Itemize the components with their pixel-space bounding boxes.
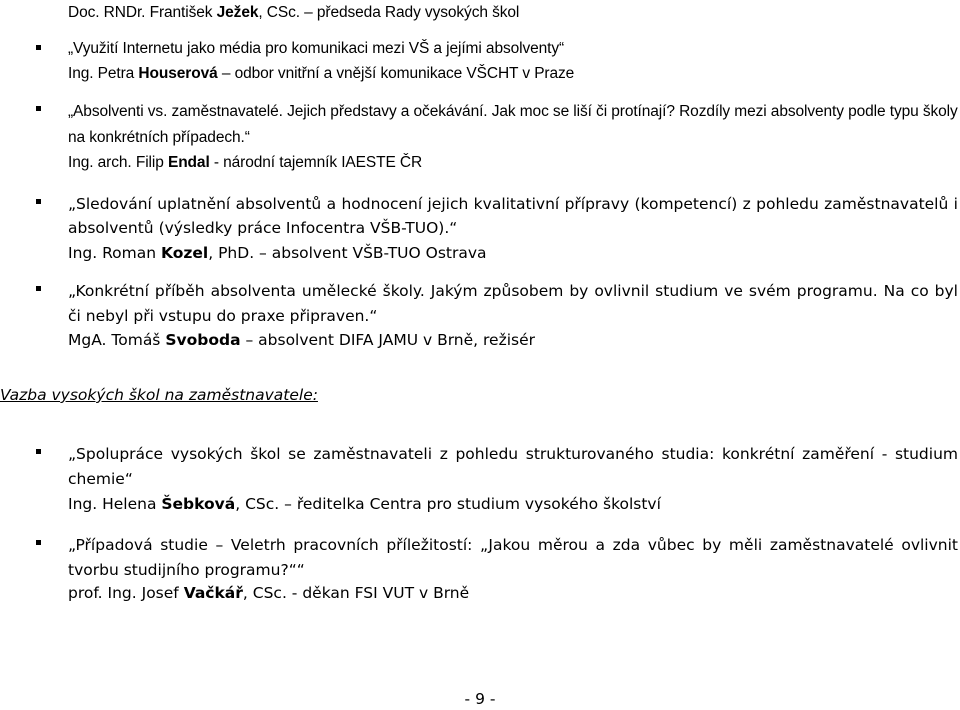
talk-topic: „Využití Internetu jako média pro komunikaci mezi VŠ a jejími absolventy“ [68, 40, 565, 57]
speaker-prefix: Ing. Petra [68, 65, 139, 82]
speaker-line-sebkova [68, 493, 661, 515]
page-number: - 9 - [464, 690, 496, 708]
talk-topic: „Spolupráce vysokých škol se zaměstnavateli z pohledu strukturovaného studia: konkrétní zaměření - studium chemie“ [68, 445, 958, 488]
speaker-surname: Endal [167, 154, 210, 171]
speaker-line-houserova [68, 63, 574, 85]
speaker-line-kozel [68, 242, 487, 264]
bullet-icon [36, 199, 41, 204]
speaker-surname: Šebková [161, 495, 236, 513]
talk-topic: „Konkrétní příběh absolventa umělecké školy. Jakým způsobem by ovlivnil studium ve svém programu. Na co byl či nebyl při vstupu do praxe připraven.“ [68, 282, 958, 325]
speaker-line-vackar [68, 582, 469, 604]
speaker-role: , CSc. – předseda Rady vysokých škol [258, 4, 520, 21]
speaker-prefix: prof. Ing. Josef [68, 584, 184, 602]
speaker-surname: Houserová [138, 65, 218, 82]
talk-topic: „Sledování uplatnění absolventů a hodnocení jejich kvalitativní přípravy (kompetencí) z pohledu zaměstnavatelů i absolventů (výsledky práce Infocentra VŠB-TUO).“ [68, 195, 958, 237]
speaker-surname: Vačkář [183, 584, 243, 602]
speaker-line-svoboda [68, 329, 535, 351]
bullet-icon [36, 540, 41, 545]
bullet-icon [36, 45, 41, 50]
speaker-prefix: MgA. Tomáš [68, 331, 166, 349]
bullet-icon [36, 286, 41, 291]
speaker-role: , CSc. – ředitelka Centra pro studium vysokého školství [235, 495, 661, 513]
bullet-icon [36, 106, 41, 111]
speaker-surname: Svoboda [165, 331, 241, 349]
speaker-role: , PhD. – absolvent VŠB-TUO Ostrava [208, 244, 487, 262]
speaker-line-endal [68, 152, 422, 174]
speaker-prefix: Ing. Roman [68, 244, 161, 262]
speaker-prefix: Doc. RNDr. František [68, 4, 217, 21]
speaker-prefix: Ing. arch. Filip [68, 154, 168, 171]
speaker-role: , CSc. - děkan FSI VUT v Brně [242, 584, 470, 602]
speaker-surname: Kozel [161, 244, 209, 262]
speaker-role: - národní tajemník IAESTE ČR [209, 154, 423, 171]
speaker-role: – absolvent DIFA JAMU v Brně, režisér [240, 331, 536, 349]
bullet-icon [36, 449, 41, 454]
talk-topic: „Případová studie – Veletrh pracovních příležitostí: „Jakou měrou a zda vůbec by měli zaměstnavatelé ovlivnit tvorbu studijního programu?““ [68, 536, 958, 579]
section-title: Vazba vysokých škol na zaměstnavatele: [0, 386, 318, 404]
speaker-line-jezek [68, 2, 519, 24]
speaker-prefix: Ing. Helena [68, 495, 162, 513]
speaker-role: – odbor vnitřní a vnější komunikace VŠCHT v Praze [217, 65, 575, 82]
speaker-surname: Ježek [216, 4, 259, 21]
talk-topic: „Absolventi vs. zaměstnavatelé. Jejich představy a očekávání. Jak moc se liší či protínají? Rozdíly mezi absolventy podle typu školy na konkrétních případech.“ [68, 103, 958, 146]
